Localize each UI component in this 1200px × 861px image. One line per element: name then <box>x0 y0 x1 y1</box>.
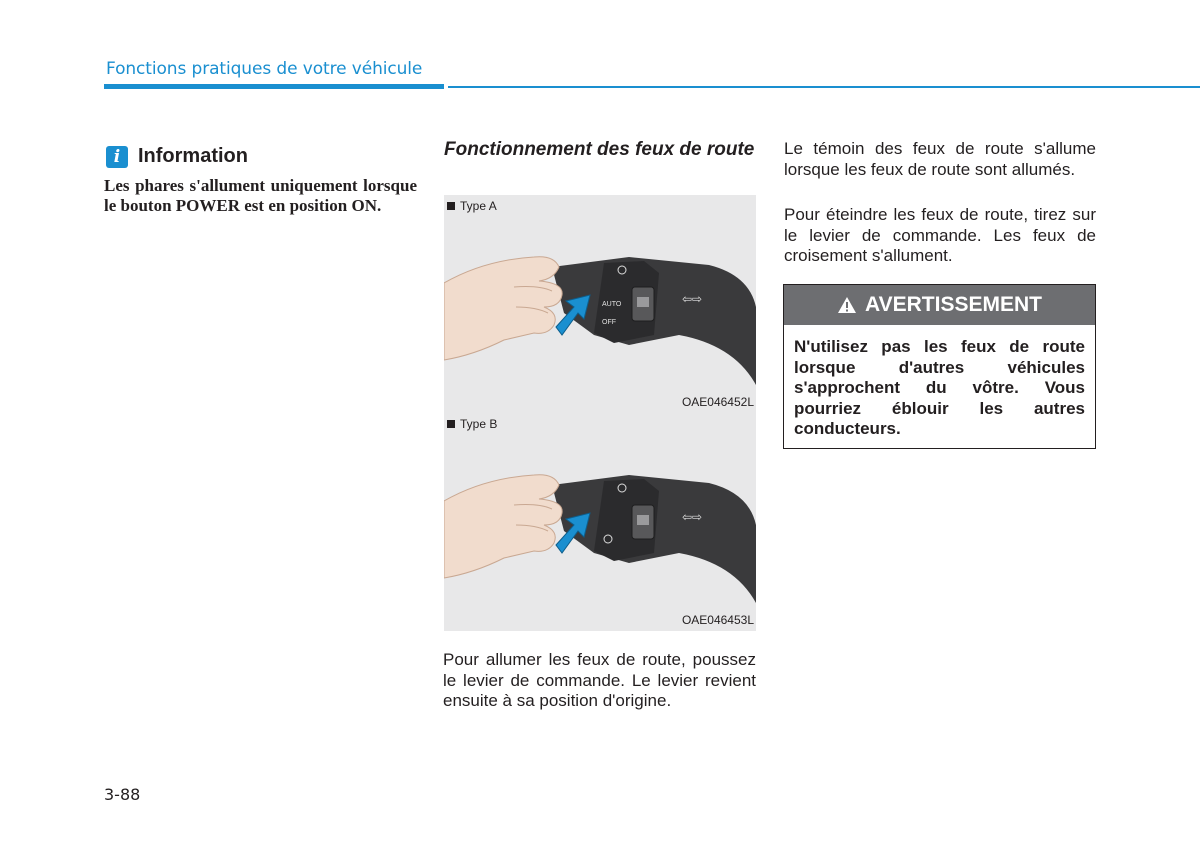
figure-label-b: Type B <box>447 417 497 431</box>
info-icon: i <box>106 146 128 168</box>
right-paragraph-1: Le témoin des feux de route s'allume lorsque les feux de route sont allumés. <box>784 139 1096 179</box>
information-title: Information <box>138 145 248 167</box>
figure-code-a: OAE046452L <box>681 395 754 409</box>
figure-label-a: Type A <box>447 199 497 213</box>
information-heading <box>106 145 248 168</box>
information-body: Les phares s'allument uniquement lorsque le bouton POWER est en position ON. <box>104 176 417 215</box>
svg-text:⇦⇨: ⇦⇨ <box>682 292 703 306</box>
warning-header <box>784 285 1095 325</box>
section-title: Fonctionnement des feux de route <box>444 139 755 160</box>
page-number: 3-88 <box>104 785 141 804</box>
lever-illustration-a <box>444 195 756 413</box>
figure-type-a <box>444 195 756 413</box>
section-header-title: Fonctions pratiques de votre véhicule <box>106 59 423 79</box>
svg-text:⇦⇨: ⇦⇨ <box>682 510 703 524</box>
figure-type-b <box>444 413 756 631</box>
middle-body-text: Pour allumer les feux de route, poussez le levier de commande. Le levier revient ensuite à sa position d'origine. <box>443 650 756 710</box>
lever-auto-label: AUTO <box>602 301 622 308</box>
warning-triangle-icon <box>837 296 857 314</box>
lever-off-label: OFF <box>602 319 616 326</box>
lever-illustration-b <box>444 413 756 631</box>
figure-code-b: OAE046453L <box>681 613 754 627</box>
warning-title: AVERTISSEMENT <box>865 293 1042 316</box>
header-rule-thin <box>448 86 1200 88</box>
header-rule-thick <box>104 84 444 89</box>
warning-text: N'utilisez pas les feux de route lorsque d'autres véhicules s'approchent du vôtre. Vous pourriez éblouir les autres conducteurs. <box>794 337 1085 438</box>
right-paragraph-2: Pour éteindre les feux de route, tirez sur le levier de commande. Les feux de croisement s'allument. <box>784 205 1096 265</box>
warning-box <box>783 284 1096 449</box>
